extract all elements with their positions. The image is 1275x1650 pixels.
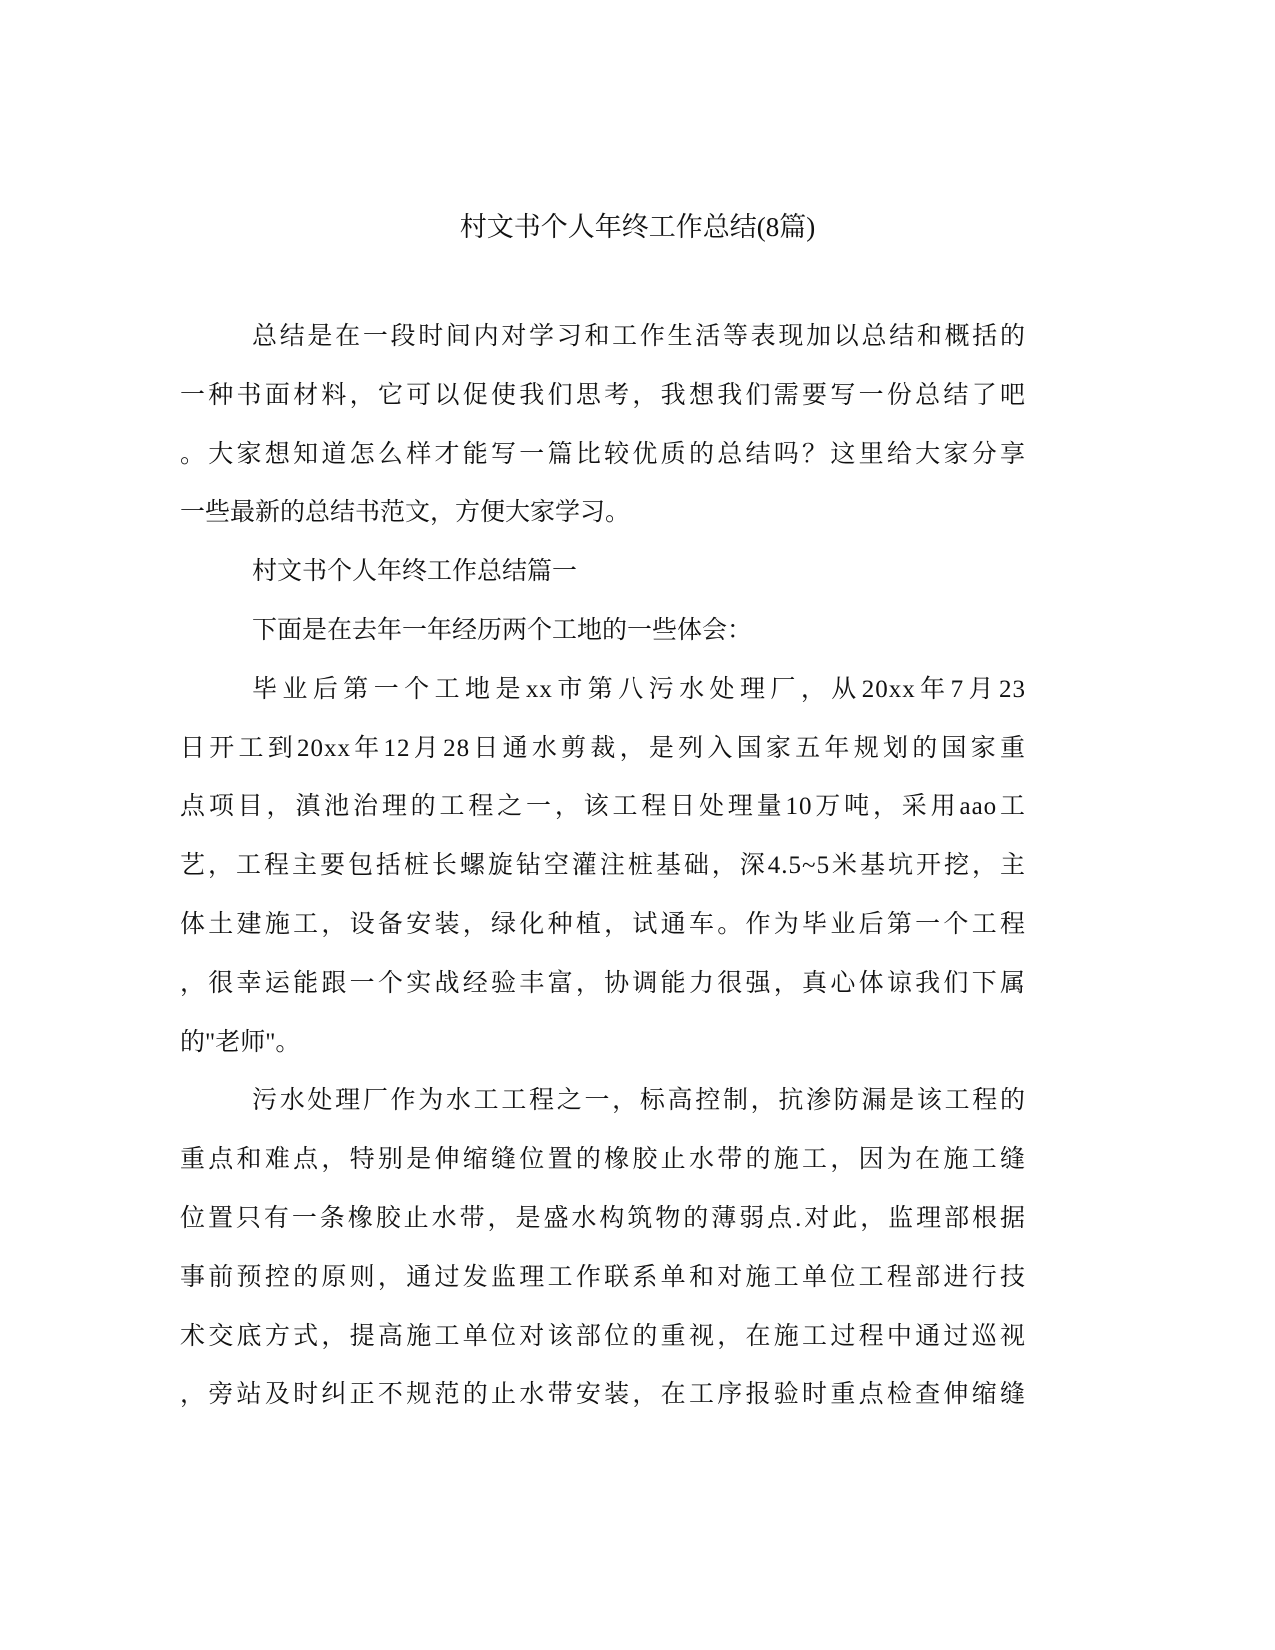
text-line: 术交底方式，提高施工单位对该部位的重视，在施工过程中通过巡视 bbox=[180, 1322, 1026, 1350]
document-body bbox=[180, 308, 1026, 1425]
text-line: 总结是在一段时间内对学习和工作生活等表现加以总结和概括的 bbox=[252, 323, 1026, 350]
text-line: ，旁站及时纠正不规范的止水带安装，在工序报验时重点检查伸缩缝 bbox=[180, 1381, 1026, 1409]
text-line: 点项目，滇池治理的工程之一，该工程日处理量10万吨，采用aao工 bbox=[180, 793, 1026, 821]
text-line: 污水处理厂作为水工工程之一，标高控制，抗渗防漏是该工程的 bbox=[252, 1087, 1026, 1115]
text-line: 日开工到20xx年12月28日通水剪裁，是列入国家五年规划的国家重 bbox=[180, 734, 1026, 762]
text-line: 艺，工程主要包括桩长螺旋钻空灌注桩基础，深4.5~5米基坑开挖，主 bbox=[180, 852, 1026, 880]
text-line: 事前预控的原则，通过发监理工作联系单和对施工单位工程部进行技 bbox=[180, 1263, 1026, 1291]
text-line: 毕业后第一个工地是xx市第八污水处理厂，从20xx年7月23 bbox=[252, 675, 1026, 703]
text-line: 一些最新的总结书范文，方便大家学习。 bbox=[180, 499, 631, 527]
text-line: 下面是在去年一年经历两个工地的一些体会： bbox=[252, 616, 753, 644]
document-title: 村文书个人年终工作总结(8篇) bbox=[459, 212, 816, 242]
text-line: 一种书面材料，它可以促使我们思考，我想我们需要写一份总结了吧 bbox=[180, 381, 1026, 409]
text-line: 的"老师"。 bbox=[180, 1028, 301, 1056]
text-line: ，很幸运能跟一个实战经验丰富，协调能力很强，真心体谅我们下属 bbox=[180, 969, 1026, 997]
text-line: 。大家想知道怎么样才能写一篇比较优质的总结吗？这里给大家分享 bbox=[180, 440, 1026, 468]
text-line: 重点和难点，特别是伸缩缝位置的橡胶止水带的施工，因为在施工缝 bbox=[180, 1146, 1026, 1174]
text-line: 村文书个人年终工作总结篇一 bbox=[252, 558, 578, 586]
text-line: 位置只有一条橡胶止水带，是盛水构筑物的薄弱点.对此，监理部根据 bbox=[180, 1204, 1026, 1232]
text-line: 体土建施工，设备安装，绿化种植，试通车。作为毕业后第一个工程 bbox=[180, 910, 1026, 938]
